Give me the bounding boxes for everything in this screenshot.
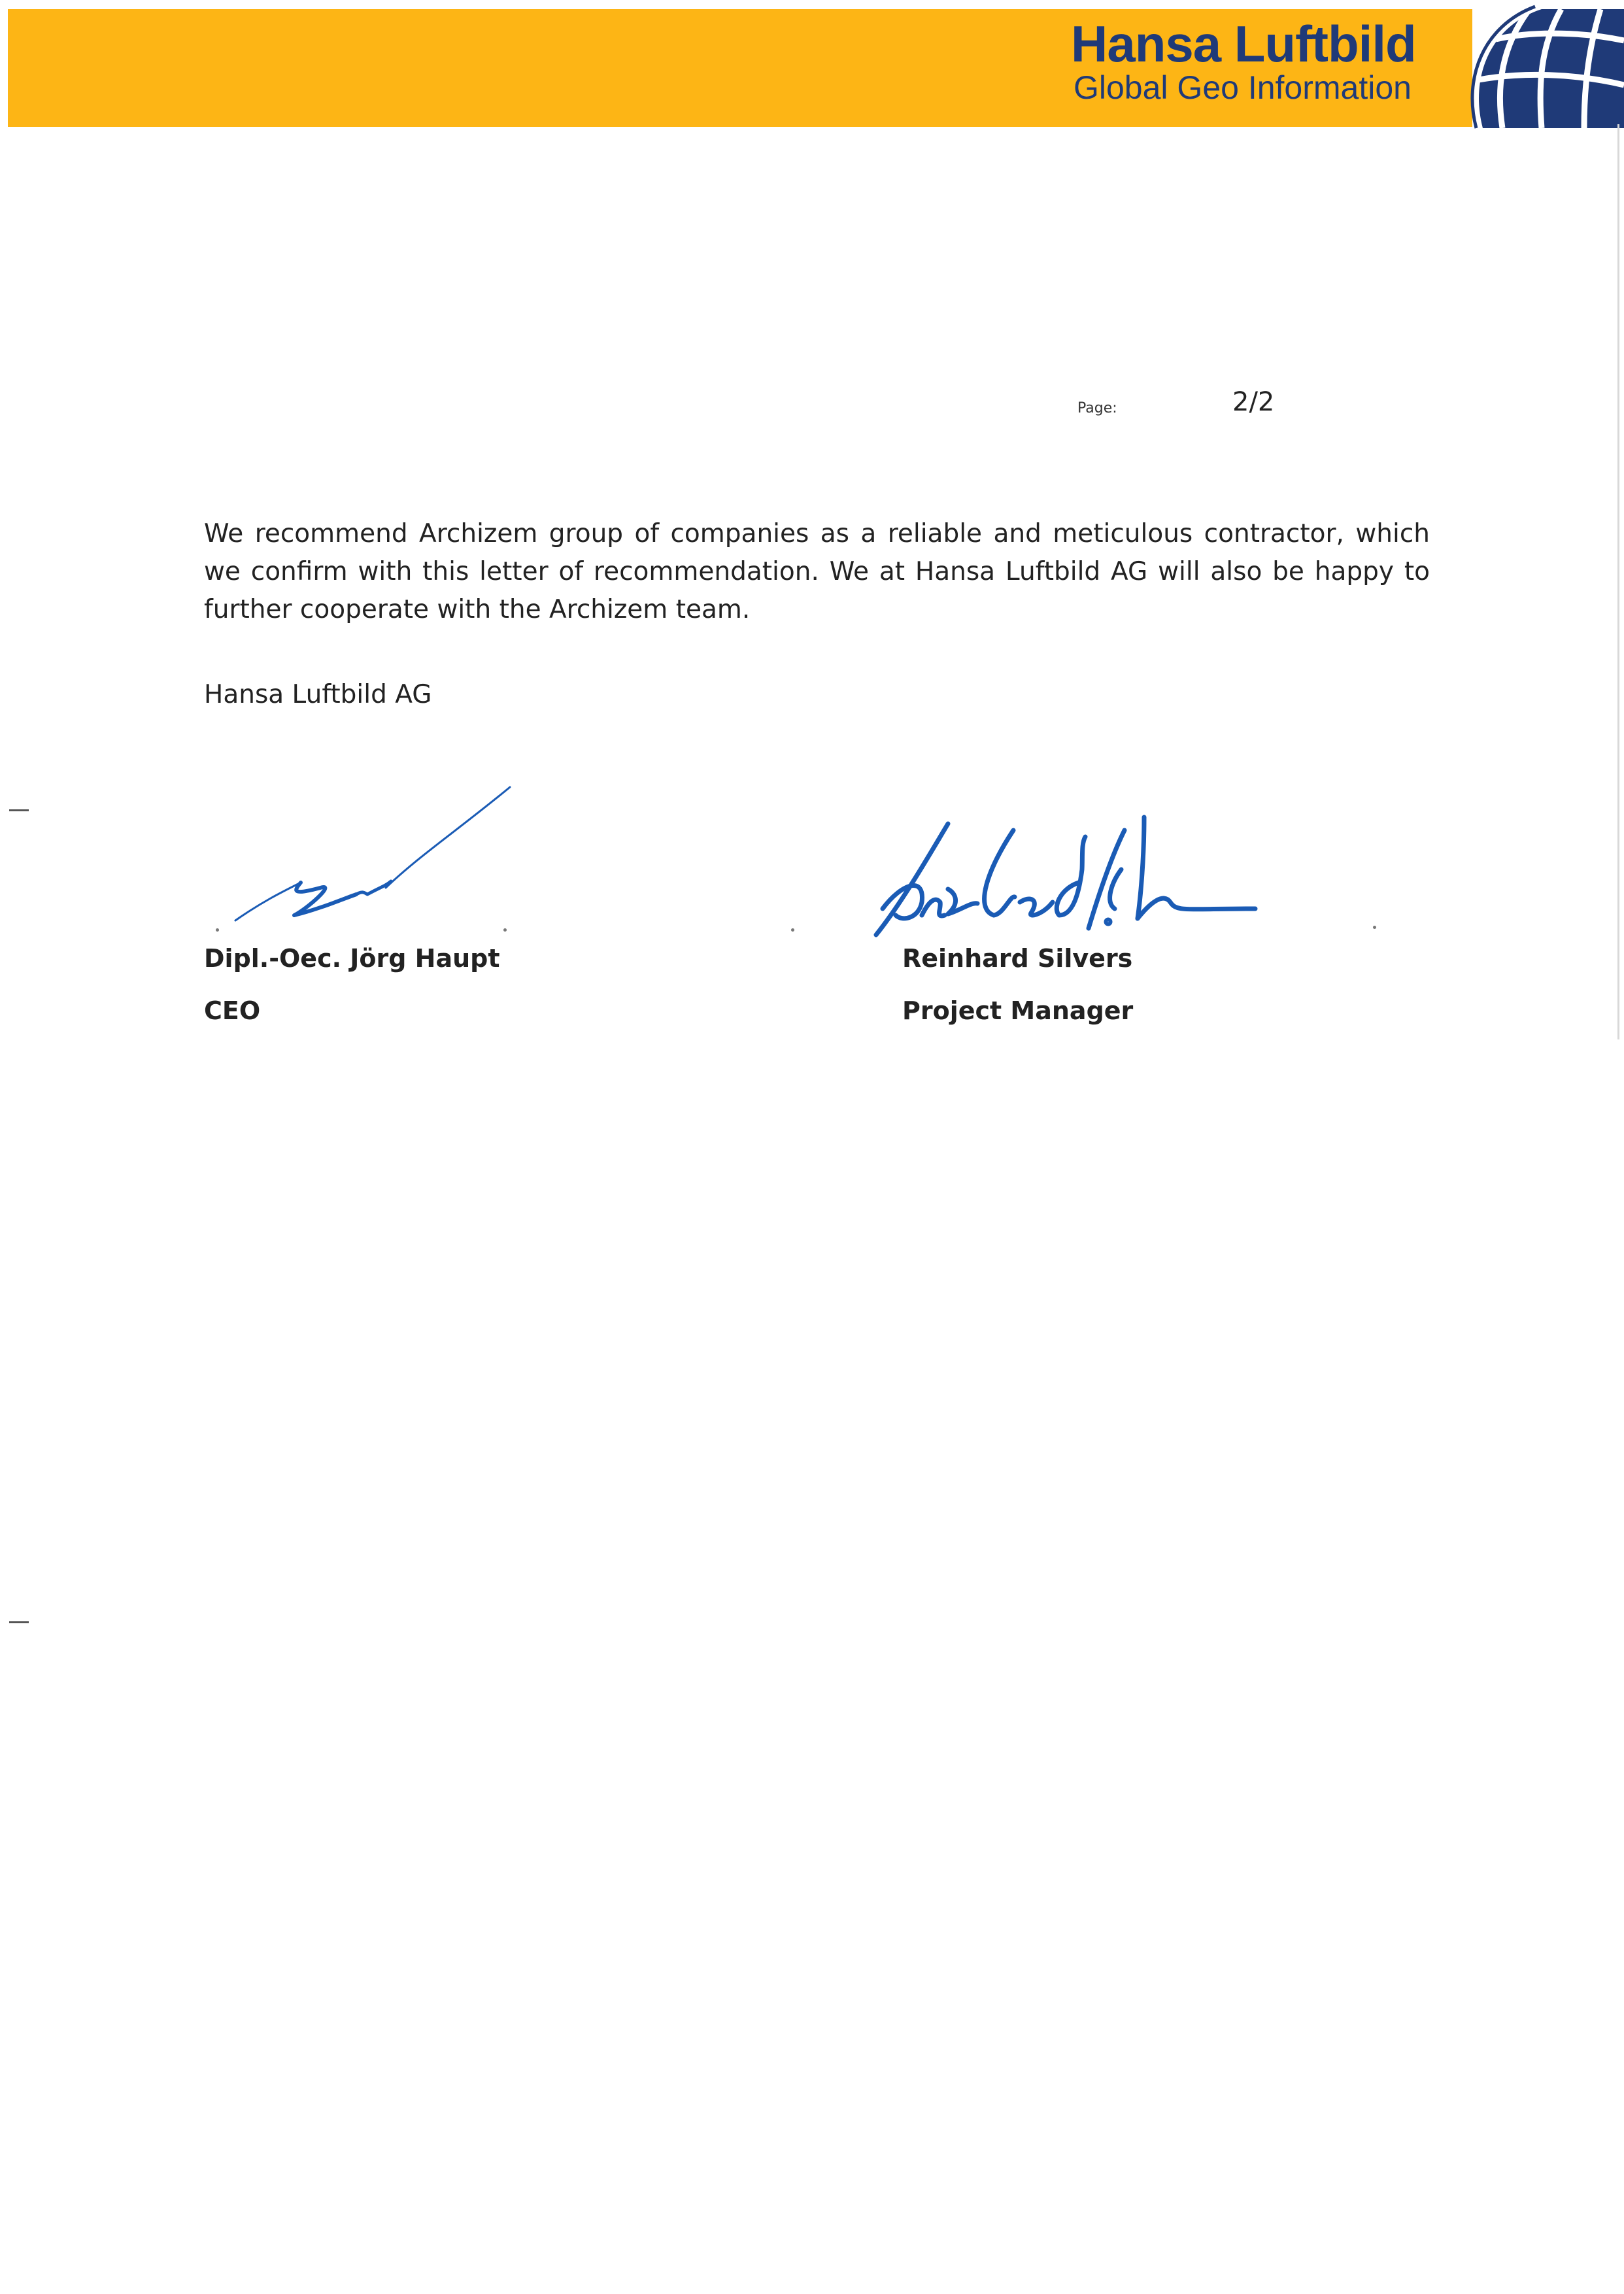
recommendation-paragraph: We recommend Archizem group of companies as a reliable and meticulous contractor, which we confirm with this letter of recommendation. We at Hansa Luftbild AG will also be happy to further cooperate with the Archizem team. [204,519,1430,624]
scan-speck [1373,926,1376,929]
page-label: Page: [1077,400,1117,416]
page-edge-shadow [1617,124,1619,1039]
brand-tagline: Global Geo Information [1074,69,1412,106]
signer-name-right: Reinhard Silvers [902,944,1133,973]
brand-name: Hansa Luftbild [1071,15,1416,73]
signer-name-left: Dipl.-Oec. Jörg Haupt [204,944,500,973]
scan-speck [791,928,794,932]
fold-mark [9,809,29,811]
page-number: 2/2 [1232,387,1275,417]
signature-left [222,778,523,935]
globe-logo-icon [1463,0,1624,129]
scan-speck [503,928,507,932]
scan-speck [216,928,219,932]
company-name: Hansa Luftbild AG [204,680,432,709]
fold-mark [9,1621,29,1623]
signer-title-right: Project Manager [902,996,1134,1025]
signature-right [863,804,1281,948]
signer-title-left: CEO [204,996,261,1025]
